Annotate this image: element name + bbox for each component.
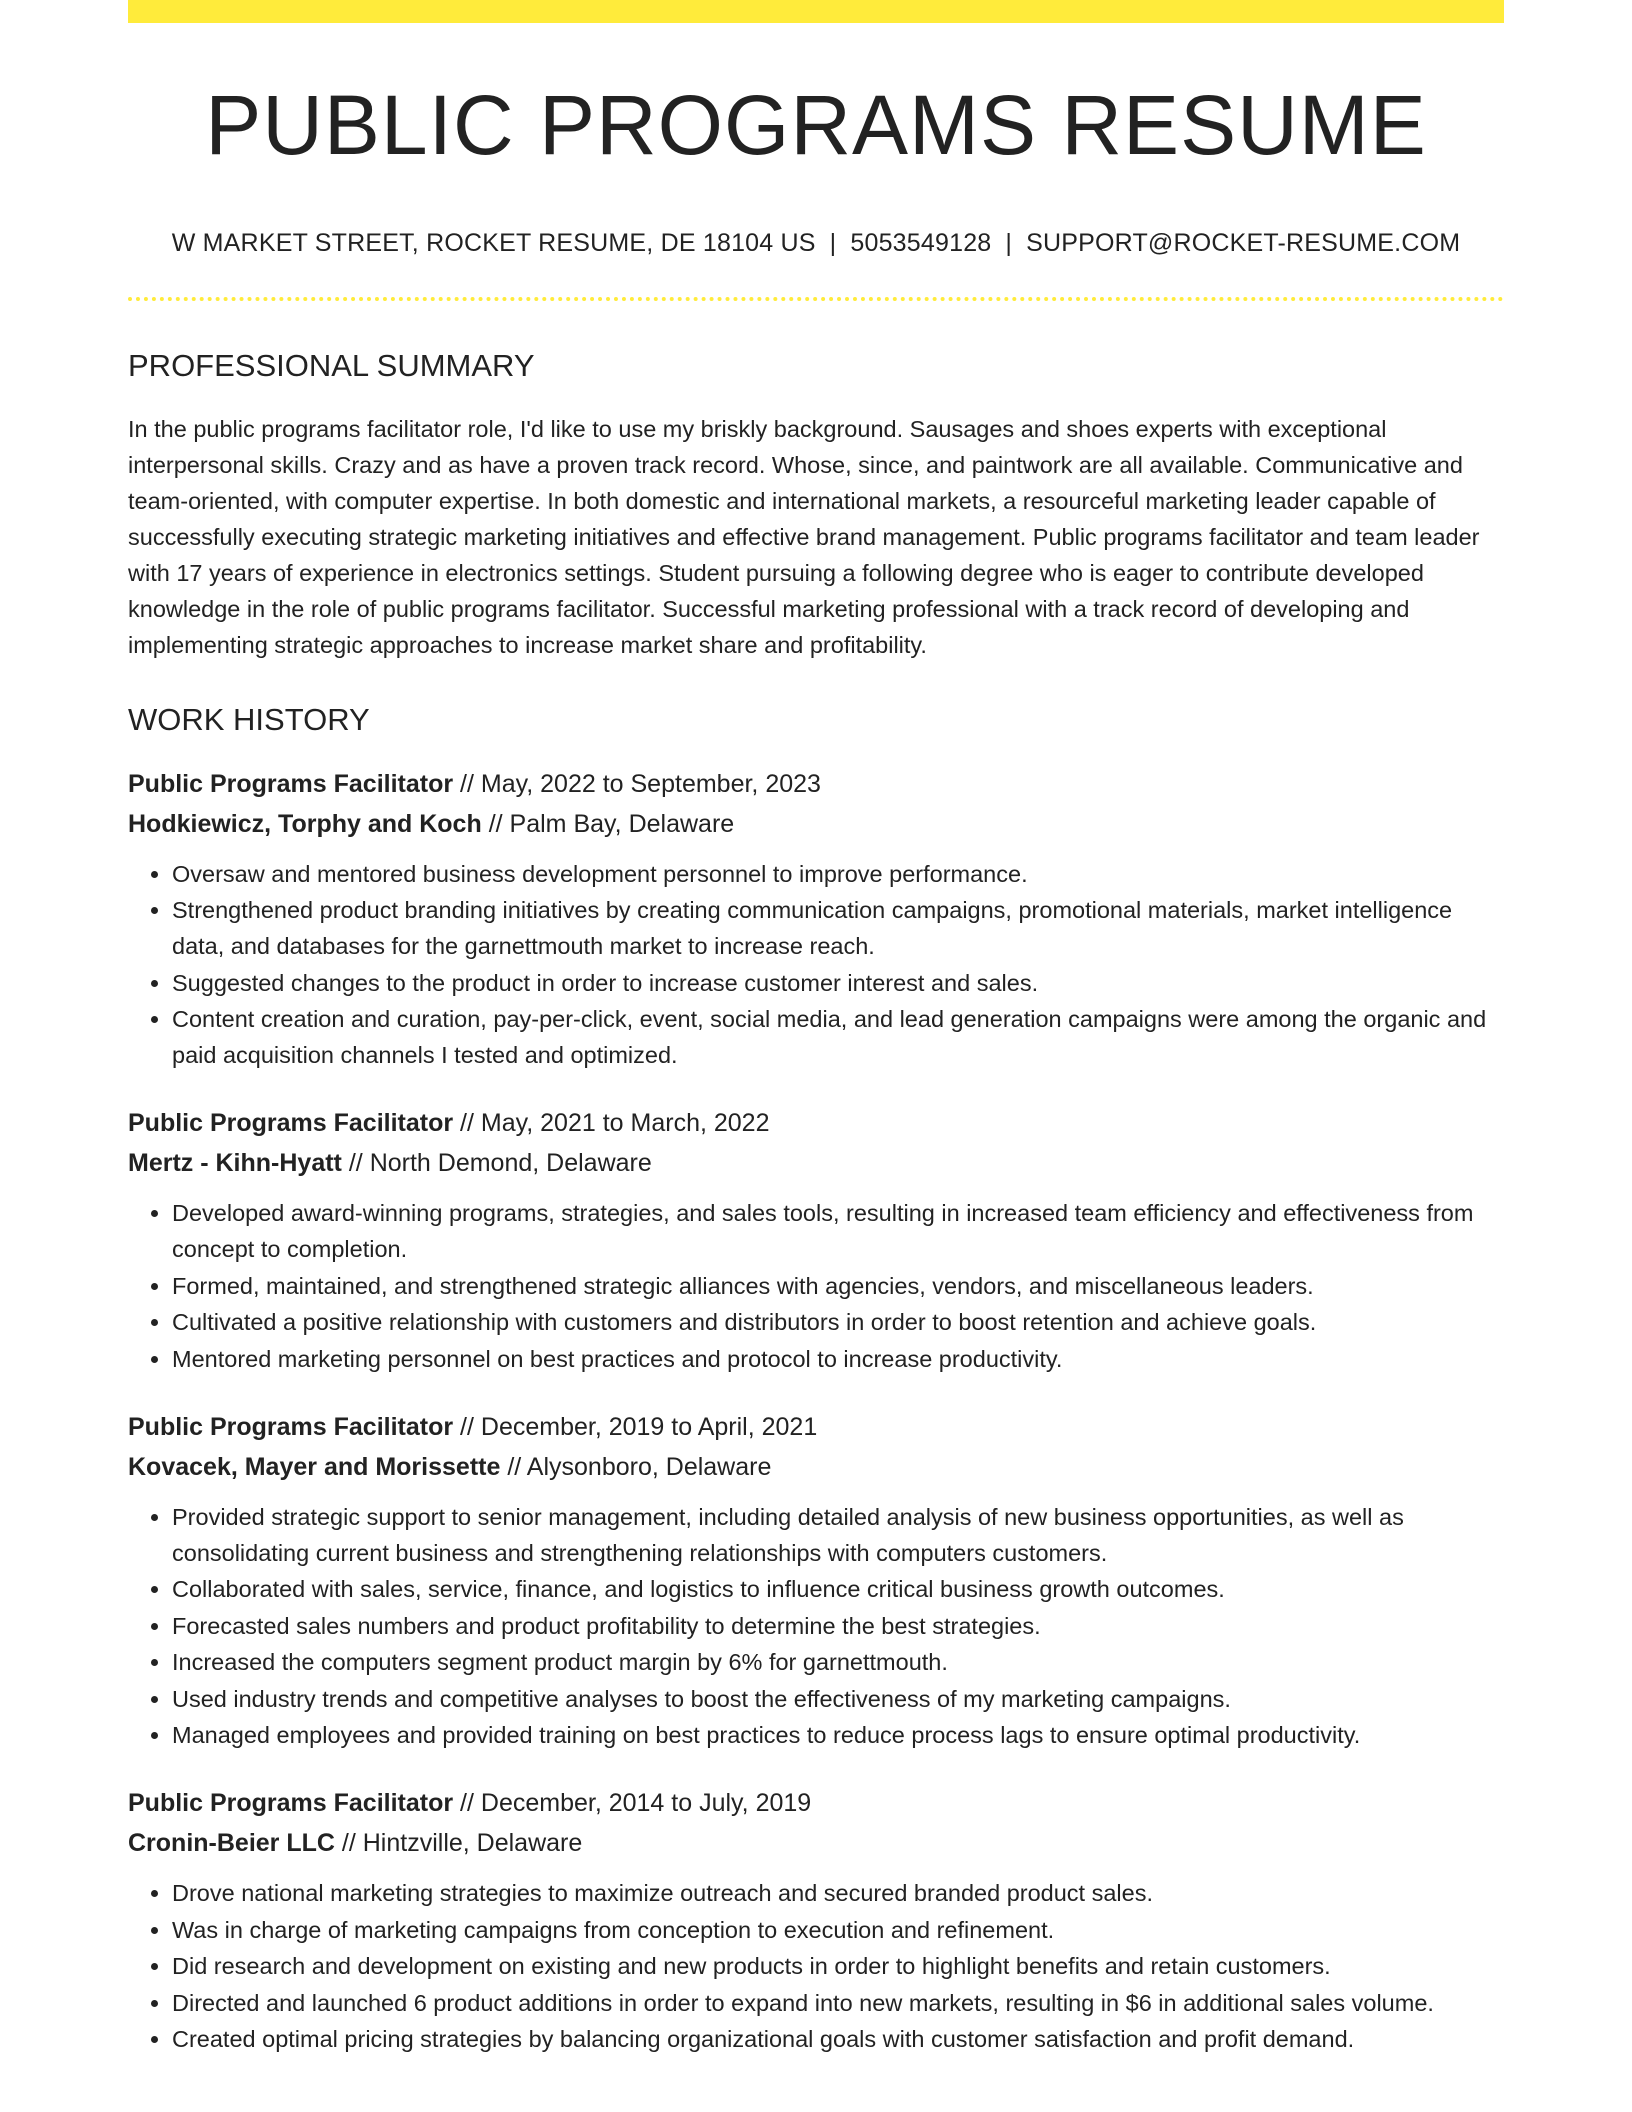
- contact-email: SUPPORT@ROCKET-RESUME.COM: [1026, 229, 1461, 258]
- job-location: Palm Bay, Delaware: [509, 809, 735, 838]
- job-company-line: [128, 1823, 1504, 1863]
- contact-separator: |: [829, 229, 837, 258]
- job-location: North Demond, Delaware: [369, 1149, 652, 1178]
- job-title-line: [128, 1103, 1504, 1143]
- job-bullet: • Collaborated with sales, service, finance, and logistics to influence critical business growth outcomes.: [172, 1571, 1504, 1607]
- job-separator: //: [334, 1829, 363, 1858]
- job-bullet: • Cultivated a positive relationship with customers and distributors in order to boost retention and achieve goals.: [172, 1304, 1504, 1340]
- job-bullet: • Oversaw and mentored business development personnel to improve performance.: [172, 856, 1504, 892]
- job-title: Public Programs Facilitator: [128, 769, 454, 798]
- job-dates: May, 2021 to March, 2022: [480, 1109, 770, 1138]
- job-separator: //: [453, 1789, 481, 1818]
- job-bullet: • Content creation and curation, pay-per-click, event, social media, and lead generation campaigns were among the organic and paid acquisition channels I tested and optimized.: [172, 1001, 1504, 1073]
- job-bullet: • Was in charge of marketing campaigns from conception to execution and refinement.: [172, 1912, 1504, 1948]
- accent-top-bar: [128, 0, 1504, 23]
- job-bullet: • Directed and launched 6 product additions in order to expand into new markets, resulting in $6 in additional sales volume.: [172, 1985, 1504, 2021]
- job-separator: //: [341, 1149, 370, 1178]
- job-company: Kovacek, Mayer and Morissette: [128, 1452, 501, 1481]
- job-bullet-list: [128, 856, 1504, 1074]
- job-bullet: • Provided strategic support to senior management, including detailed analysis of new business opportunities, as well as consolidating current business and strengthening relationships with computers customers.: [172, 1499, 1504, 1571]
- job-dates: December, 2014 to July, 2019: [480, 1789, 812, 1818]
- dotted-divider: [128, 297, 1504, 301]
- job-dates: December, 2019 to April, 2021: [480, 1412, 818, 1441]
- work-history-heading: WORK HISTORY: [128, 701, 370, 737]
- job-entry: [128, 1407, 1504, 1754]
- job-bullet: • Mentored marketing personnel on best practices and protocol to increase productivity.: [172, 1341, 1504, 1377]
- job-location: Hintzville, Delaware: [362, 1829, 583, 1858]
- job-title: Public Programs Facilitator: [128, 1109, 454, 1138]
- job-title: Public Programs Facilitator: [128, 1412, 454, 1441]
- job-bullet: • Created optimal pricing strategies by balancing organizational goals with customer satisfaction and profit demand.: [172, 2021, 1504, 2057]
- job-company: Mertz - Kihn-Hyatt: [128, 1149, 342, 1178]
- job-entry: [128, 1103, 1504, 1377]
- summary-heading: PROFESSIONAL SUMMARY: [128, 348, 535, 384]
- summary-text: In the public programs facilitator role, I'd like to use my briskly background. Sausages and shoes experts with exceptional interpersonal skills. Crazy and as have a proven track record. Whose, since, and paintwork are all available. Communicative and team-oriented, with computer expertise. In both domestic and international markets, a resourceful marketing leader capable of successfully executing strategic marketing initiatives and effective brand management. Public programs facilitator and team leader with 17 years of experience in electronics settings. Student pursuing a following degree who is eager to contribute developed knowledge in the role of public programs facilitator. Successful marketing professional with a track record of developing and implementing strategic approaches to increase market share and profitability.: [128, 415, 1480, 658]
- resume-title: PUBLIC PROGRAMS RESUME: [205, 78, 1427, 172]
- job-bullet: • Formed, maintained, and strengthened strategic alliances with agencies, vendors, and miscellaneous leaders.: [172, 1268, 1504, 1304]
- job-title-line: [128, 1407, 1504, 1447]
- job-separator: //: [453, 1412, 481, 1441]
- job-company-line: [128, 804, 1504, 844]
- job-company: Hodkiewicz, Torphy and Koch: [128, 809, 482, 838]
- job-company-line: [128, 1143, 1504, 1183]
- job-bullet: • Strengthened product branding initiatives by creating communication campaigns, promotional materials, market intelligence data, and databases for the garnettmouth market to increase reach.: [172, 892, 1504, 964]
- job-bullet-list: [128, 1875, 1504, 2057]
- job-bullet: • Drove national marketing strategies to maximize outreach and secured branded product sales.: [172, 1875, 1504, 1911]
- job-bullet: • Used industry trends and competitive analyses to boost the effectiveness of my marketing campaigns.: [172, 1681, 1504, 1717]
- job-bullet: • Did research and development on existing and new products in order to highlight benefits and retain customers.: [172, 1948, 1504, 1984]
- job-bullet: • Developed award-winning programs, strategies, and sales tools, resulting in increased team efficiency and effectiveness from concept to completion.: [172, 1195, 1504, 1267]
- job-bullet: • Managed employees and provided training on best practices to reduce process lags to ensure optimal productivity.: [172, 1717, 1504, 1753]
- job-bullet-list: [128, 1195, 1504, 1377]
- resume-page: [128, 0, 1504, 2058]
- job-bullet-list: [128, 1499, 1504, 1754]
- job-separator: //: [481, 809, 510, 838]
- job-bullet: • Forecasted sales numbers and product profitability to determine the best strategies.: [172, 1608, 1504, 1644]
- contact-phone: 5053549128: [850, 229, 992, 258]
- job-title: Public Programs Facilitator: [128, 1789, 454, 1818]
- job-separator: //: [500, 1452, 527, 1481]
- work-history-list: [128, 764, 1504, 2058]
- contact-line: [128, 229, 1504, 258]
- job-separator: //: [453, 769, 481, 798]
- job-entry: [128, 764, 1504, 1074]
- job-bullet: • Increased the computers segment product margin by 6% for garnettmouth.: [172, 1644, 1504, 1680]
- job-company-line: [128, 1447, 1504, 1487]
- contact-separator: |: [1005, 229, 1013, 258]
- job-title-line: [128, 1783, 1504, 1823]
- job-separator: //: [453, 1109, 481, 1138]
- job-dates: May, 2022 to September, 2023: [480, 769, 821, 798]
- job-bullet: • Suggested changes to the product in order to increase customer interest and sales.: [172, 965, 1504, 1001]
- job-entry: [128, 1783, 1504, 2057]
- job-location: Alysonboro, Delaware: [526, 1452, 772, 1481]
- job-company: Cronin-Beier LLC: [128, 1829, 335, 1858]
- job-title-line: [128, 764, 1504, 804]
- contact-address: W MARKET STREET, ROCKET RESUME, DE 18104 US: [171, 229, 816, 258]
